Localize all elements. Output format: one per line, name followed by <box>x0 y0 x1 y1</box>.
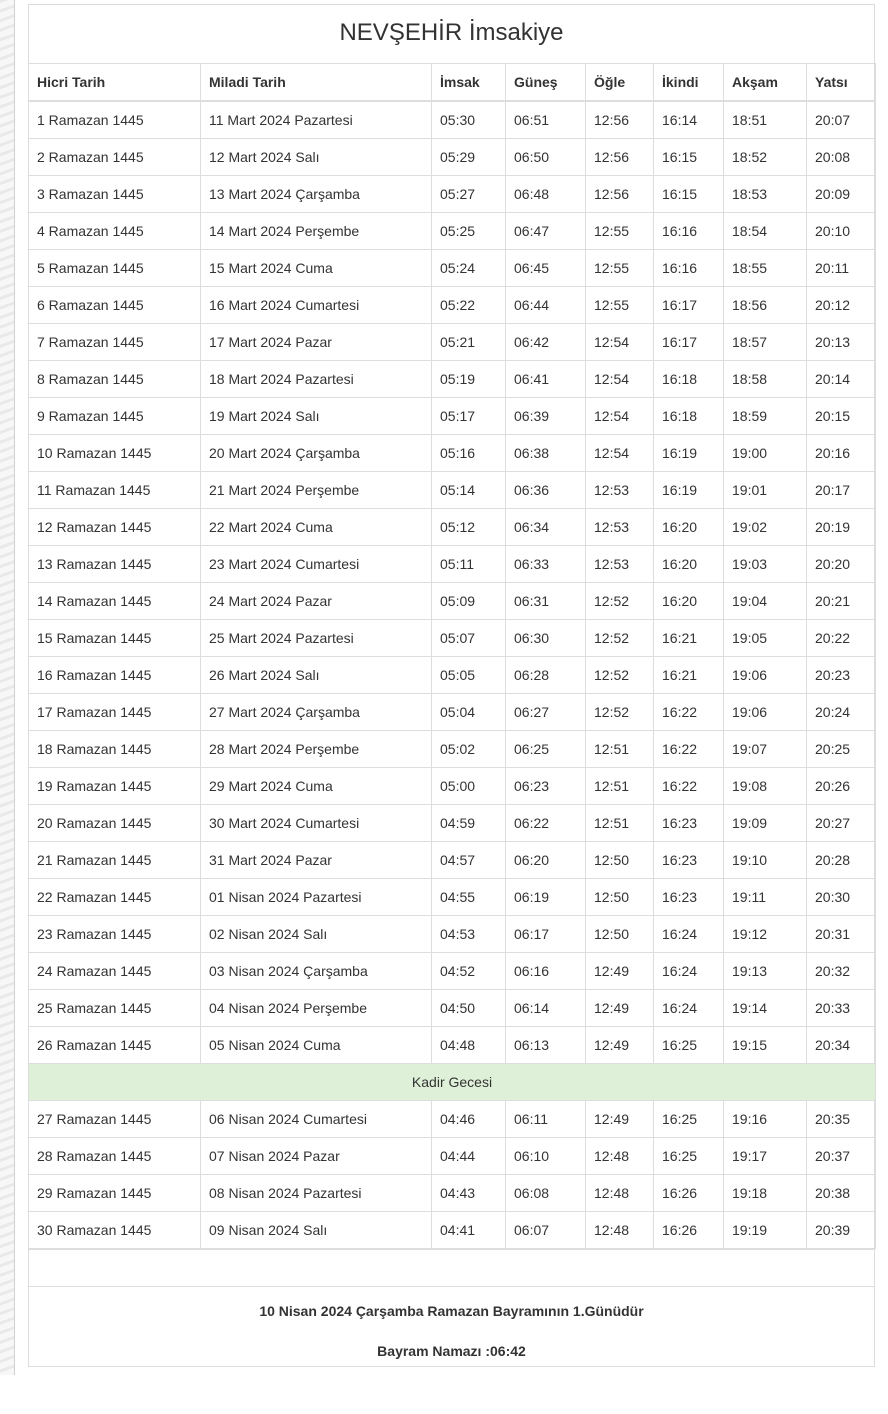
ogle-time: 12:56 <box>586 101 654 139</box>
ikindi-time: 16:23 <box>654 805 724 842</box>
col-header-yatsi: Yatsı <box>807 64 876 102</box>
ogle-time: 12:53 <box>586 546 654 583</box>
imsak-time: 05:05 <box>432 657 506 694</box>
ogle-time: 12:50 <box>586 879 654 916</box>
table-row <box>29 101 876 139</box>
imsak-time: 05:11 <box>432 546 506 583</box>
ikindi-time: 16:26 <box>654 1212 724 1249</box>
ikindi-time: 16:23 <box>654 842 724 879</box>
aksam-time: 19:04 <box>724 583 807 620</box>
col-header-ikindi: İkindi <box>654 64 724 102</box>
gunes-time: 06:19 <box>506 879 586 916</box>
imsak-time: 05:22 <box>432 287 506 324</box>
table-row <box>29 916 876 953</box>
imsak-time: 05:00 <box>432 768 506 805</box>
hicri-date: 30 Ramazan 1445 <box>29 1212 201 1249</box>
miladi-date: 20 Mart 2024 Çarşamba <box>201 435 432 472</box>
yatsi-time: 20:14 <box>807 361 876 398</box>
kadir-gecesi-row <box>29 1064 876 1101</box>
yatsi-time: 20:07 <box>807 101 876 139</box>
hicri-date: 2 Ramazan 1445 <box>29 139 201 176</box>
hicri-date: 13 Ramazan 1445 <box>29 546 201 583</box>
hicri-date: 29 Ramazan 1445 <box>29 1175 201 1212</box>
table-row <box>29 287 876 324</box>
yatsi-time: 20:19 <box>807 509 876 546</box>
ogle-time: 12:51 <box>586 768 654 805</box>
imsak-time: 05:02 <box>432 731 506 768</box>
hicri-date: 22 Ramazan 1445 <box>29 879 201 916</box>
yatsi-time: 20:13 <box>807 324 876 361</box>
ogle-time: 12:55 <box>586 287 654 324</box>
table-row <box>29 694 876 731</box>
ogle-time: 12:56 <box>586 139 654 176</box>
ikindi-time: 16:19 <box>654 435 724 472</box>
table-row <box>29 176 876 213</box>
aksam-time: 19:01 <box>724 472 807 509</box>
hicri-date: 27 Ramazan 1445 <box>29 1101 201 1138</box>
ikindi-time: 16:20 <box>654 509 724 546</box>
gunes-time: 06:23 <box>506 768 586 805</box>
ogle-time: 12:53 <box>586 472 654 509</box>
ikindi-time: 16:22 <box>654 694 724 731</box>
gunes-time: 06:22 <box>506 805 586 842</box>
miladi-date: 22 Mart 2024 Cuma <box>201 509 432 546</box>
ikindi-time: 16:19 <box>654 472 724 509</box>
aksam-time: 18:58 <box>724 361 807 398</box>
miladi-date: 09 Nisan 2024 Salı <box>201 1212 432 1249</box>
ogle-time: 12:54 <box>586 361 654 398</box>
ikindi-time: 16:25 <box>654 1138 724 1175</box>
miladi-date: 13 Mart 2024 Çarşamba <box>201 176 432 213</box>
imsak-time: 05:29 <box>432 139 506 176</box>
aksam-time: 19:02 <box>724 509 807 546</box>
imsak-time: 04:52 <box>432 953 506 990</box>
yatsi-time: 20:24 <box>807 694 876 731</box>
miladi-date: 28 Mart 2024 Perşembe <box>201 731 432 768</box>
gunes-time: 06:48 <box>506 176 586 213</box>
yatsi-time: 20:28 <box>807 842 876 879</box>
gunes-time: 06:25 <box>506 731 586 768</box>
hicri-date: 20 Ramazan 1445 <box>29 805 201 842</box>
aksam-time: 18:51 <box>724 101 807 139</box>
kadir-gecesi-label: Kadir Gecesi <box>29 1064 876 1101</box>
miladi-date: 06 Nisan 2024 Cumartesi <box>201 1101 432 1138</box>
hicri-date: 6 Ramazan 1445 <box>29 287 201 324</box>
aksam-time: 19:19 <box>724 1212 807 1249</box>
aksam-time: 19:06 <box>724 657 807 694</box>
miladi-date: 04 Nisan 2024 Perşembe <box>201 990 432 1027</box>
table-row <box>29 1175 876 1212</box>
yatsi-time: 20:32 <box>807 953 876 990</box>
yatsi-time: 20:21 <box>807 583 876 620</box>
hicri-date: 7 Ramazan 1445 <box>29 324 201 361</box>
hicri-date: 3 Ramazan 1445 <box>29 176 201 213</box>
table-row <box>29 583 876 620</box>
ikindi-time: 16:16 <box>654 213 724 250</box>
ikindi-time: 16:14 <box>654 101 724 139</box>
hicri-date: 14 Ramazan 1445 <box>29 583 201 620</box>
miladi-date: 26 Mart 2024 Salı <box>201 657 432 694</box>
aksam-time: 18:55 <box>724 250 807 287</box>
table-row <box>29 435 876 472</box>
imsak-time: 04:53 <box>432 916 506 953</box>
table-row <box>29 472 876 509</box>
gunes-time: 06:13 <box>506 1027 586 1064</box>
aksam-time: 19:08 <box>724 768 807 805</box>
yatsi-time: 20:23 <box>807 657 876 694</box>
table-row <box>29 805 876 842</box>
table-body-before <box>29 101 876 1064</box>
hicri-date: 11 Ramazan 1445 <box>29 472 201 509</box>
hicri-date: 25 Ramazan 1445 <box>29 990 201 1027</box>
miladi-date: 03 Nisan 2024 Çarşamba <box>201 953 432 990</box>
imsak-time: 05:30 <box>432 101 506 139</box>
ogle-time: 12:53 <box>586 509 654 546</box>
ogle-time: 12:48 <box>586 1138 654 1175</box>
col-header-aksam: Akşam <box>724 64 807 102</box>
yatsi-time: 20:33 <box>807 990 876 1027</box>
aksam-time: 18:52 <box>724 139 807 176</box>
ogle-time: 12:50 <box>586 842 654 879</box>
miladi-date: 01 Nisan 2024 Pazartesi <box>201 879 432 916</box>
ogle-time: 12:51 <box>586 805 654 842</box>
imsak-time: 04:50 <box>432 990 506 1027</box>
ogle-time: 12:52 <box>586 583 654 620</box>
miladi-date: 02 Nisan 2024 Salı <box>201 916 432 953</box>
hicri-date: 8 Ramazan 1445 <box>29 361 201 398</box>
ogle-time: 12:52 <box>586 657 654 694</box>
gunes-time: 06:33 <box>506 546 586 583</box>
table-row <box>29 731 876 768</box>
ikindi-time: 16:16 <box>654 250 724 287</box>
gunes-time: 06:16 <box>506 953 586 990</box>
gunes-time: 06:42 <box>506 324 586 361</box>
aksam-time: 19:16 <box>724 1101 807 1138</box>
aksam-time: 19:09 <box>724 805 807 842</box>
table-row <box>29 1101 876 1138</box>
gunes-time: 06:14 <box>506 990 586 1027</box>
imsak-time: 05:21 <box>432 324 506 361</box>
ogle-time: 12:49 <box>586 1101 654 1138</box>
miladi-date: 31 Mart 2024 Pazar <box>201 842 432 879</box>
imsak-time: 05:25 <box>432 213 506 250</box>
miladi-date: 08 Nisan 2024 Pazartesi <box>201 1175 432 1212</box>
hicri-date: 19 Ramazan 1445 <box>29 768 201 805</box>
table-body-special <box>29 1064 876 1101</box>
aksam-time: 19:12 <box>724 916 807 953</box>
yatsi-time: 20:34 <box>807 1027 876 1064</box>
hicri-date: 9 Ramazan 1445 <box>29 398 201 435</box>
gunes-time: 06:20 <box>506 842 586 879</box>
hicri-date: 17 Ramazan 1445 <box>29 694 201 731</box>
yatsi-time: 20:27 <box>807 805 876 842</box>
table-row <box>29 398 876 435</box>
imsak-time: 05:14 <box>432 472 506 509</box>
imsak-time: 04:41 <box>432 1212 506 1249</box>
gunes-time: 06:39 <box>506 398 586 435</box>
aksam-time: 19:13 <box>724 953 807 990</box>
gunes-time: 06:45 <box>506 250 586 287</box>
ogle-time: 12:48 <box>586 1212 654 1249</box>
hicri-date: 4 Ramazan 1445 <box>29 213 201 250</box>
ikindi-time: 16:15 <box>654 139 724 176</box>
ogle-time: 12:54 <box>586 435 654 472</box>
yatsi-time: 20:15 <box>807 398 876 435</box>
ikindi-time: 16:22 <box>654 731 724 768</box>
imsak-time: 04:55 <box>432 879 506 916</box>
miladi-date: 11 Mart 2024 Pazartesi <box>201 101 432 139</box>
miladi-date: 05 Nisan 2024 Cuma <box>201 1027 432 1064</box>
aksam-time: 19:07 <box>724 731 807 768</box>
hicri-date: 15 Ramazan 1445 <box>29 620 201 657</box>
yatsi-time: 20:25 <box>807 731 876 768</box>
table-row <box>29 250 876 287</box>
table-row <box>29 546 876 583</box>
yatsi-time: 20:12 <box>807 287 876 324</box>
gunes-time: 06:34 <box>506 509 586 546</box>
aksam-time: 19:17 <box>724 1138 807 1175</box>
table-row <box>29 953 876 990</box>
ogle-time: 12:55 <box>586 213 654 250</box>
col-header-imsak: İmsak <box>432 64 506 102</box>
table-row <box>29 1212 876 1249</box>
gunes-time: 06:50 <box>506 139 586 176</box>
aksam-time: 18:57 <box>724 324 807 361</box>
ogle-time: 12:52 <box>586 620 654 657</box>
ikindi-time: 16:26 <box>654 1175 724 1212</box>
miladi-date: 14 Mart 2024 Perşembe <box>201 213 432 250</box>
gunes-time: 06:51 <box>506 101 586 139</box>
gunes-time: 06:11 <box>506 1101 586 1138</box>
imsak-time: 05:27 <box>432 176 506 213</box>
table-header-row <box>29 64 876 102</box>
ikindi-time: 16:20 <box>654 546 724 583</box>
ogle-time: 12:55 <box>586 250 654 287</box>
yatsi-time: 20:37 <box>807 1138 876 1175</box>
table-body-after <box>29 1101 876 1249</box>
ikindi-time: 16:15 <box>654 176 724 213</box>
imsakiye-table <box>28 63 876 1249</box>
aksam-time: 19:10 <box>724 842 807 879</box>
gunes-time: 06:08 <box>506 1175 586 1212</box>
hicri-date: 26 Ramazan 1445 <box>29 1027 201 1064</box>
imsak-time: 05:19 <box>432 361 506 398</box>
table-row <box>29 657 876 694</box>
col-header-hicri: Hicri Tarih <box>29 64 201 102</box>
table-row <box>29 1027 876 1064</box>
page-title: NEVŞEHİR İmsakiye <box>339 19 564 46</box>
ikindi-time: 16:21 <box>654 657 724 694</box>
yatsi-time: 20:31 <box>807 916 876 953</box>
page-side-decoration <box>0 0 15 1375</box>
hicri-date: 12 Ramazan 1445 <box>29 509 201 546</box>
aksam-time: 18:59 <box>724 398 807 435</box>
table-row <box>29 620 876 657</box>
yatsi-time: 20:35 <box>807 1101 876 1138</box>
ikindi-time: 16:17 <box>654 324 724 361</box>
miladi-date: 27 Mart 2024 Çarşamba <box>201 694 432 731</box>
ikindi-time: 16:24 <box>654 953 724 990</box>
ikindi-time: 16:24 <box>654 916 724 953</box>
miladi-date: 18 Mart 2024 Pazartesi <box>201 361 432 398</box>
ogle-time: 12:56 <box>586 176 654 213</box>
table-row <box>29 768 876 805</box>
ikindi-time: 16:18 <box>654 398 724 435</box>
miladi-date: 19 Mart 2024 Salı <box>201 398 432 435</box>
imsakiye-card <box>28 4 875 1367</box>
ogle-time: 12:49 <box>586 990 654 1027</box>
miladi-date: 15 Mart 2024 Cuma <box>201 250 432 287</box>
table-row <box>29 361 876 398</box>
ogle-time: 12:50 <box>586 916 654 953</box>
hicri-date: 18 Ramazan 1445 <box>29 731 201 768</box>
gunes-time: 06:10 <box>506 1138 586 1175</box>
miladi-date: 30 Mart 2024 Cumartesi <box>201 805 432 842</box>
table-row <box>29 509 876 546</box>
ikindi-time: 16:23 <box>654 879 724 916</box>
imsak-time: 05:09 <box>432 583 506 620</box>
col-header-ogle: Öğle <box>586 64 654 102</box>
yatsi-time: 20:20 <box>807 546 876 583</box>
imsak-time: 05:07 <box>432 620 506 657</box>
ikindi-time: 16:21 <box>654 620 724 657</box>
gunes-time: 06:31 <box>506 583 586 620</box>
imsak-time: 04:44 <box>432 1138 506 1175</box>
ogle-time: 12:52 <box>586 694 654 731</box>
imsak-time: 04:43 <box>432 1175 506 1212</box>
imsak-time: 05:17 <box>432 398 506 435</box>
gunes-time: 06:07 <box>506 1212 586 1249</box>
ogle-time: 12:54 <box>586 324 654 361</box>
miladi-date: 23 Mart 2024 Cumartesi <box>201 546 432 583</box>
yatsi-time: 20:08 <box>807 139 876 176</box>
aksam-time: 19:05 <box>724 620 807 657</box>
aksam-time: 19:11 <box>724 879 807 916</box>
gunes-time: 06:27 <box>506 694 586 731</box>
gunes-time: 06:44 <box>506 287 586 324</box>
miladi-date: 17 Mart 2024 Pazar <box>201 324 432 361</box>
yatsi-time: 20:38 <box>807 1175 876 1212</box>
aksam-time: 18:53 <box>724 176 807 213</box>
table-row <box>29 213 876 250</box>
table-row <box>29 324 876 361</box>
yatsi-time: 20:22 <box>807 620 876 657</box>
imsak-time: 05:24 <box>432 250 506 287</box>
ikindi-time: 16:25 <box>654 1101 724 1138</box>
gunes-time: 06:36 <box>506 472 586 509</box>
aksam-time: 18:54 <box>724 213 807 250</box>
yatsi-time: 20:26 <box>807 768 876 805</box>
col-header-gunes: Güneş <box>506 64 586 102</box>
table-row <box>29 879 876 916</box>
aksam-time: 19:00 <box>724 435 807 472</box>
yatsi-time: 20:39 <box>807 1212 876 1249</box>
ogle-time: 12:54 <box>586 398 654 435</box>
bayram-namazi: Bayram Namazı :06:42 <box>377 1343 526 1359</box>
gunes-time: 06:47 <box>506 213 586 250</box>
table-row <box>29 990 876 1027</box>
ikindi-time: 16:22 <box>654 768 724 805</box>
gunes-time: 06:17 <box>506 916 586 953</box>
yatsi-time: 20:11 <box>807 250 876 287</box>
gunes-time: 06:28 <box>506 657 586 694</box>
ikindi-time: 16:18 <box>654 361 724 398</box>
miladi-date: 21 Mart 2024 Perşembe <box>201 472 432 509</box>
hicri-date: 21 Ramazan 1445 <box>29 842 201 879</box>
miladi-date: 16 Mart 2024 Cumartesi <box>201 287 432 324</box>
gunes-time: 06:38 <box>506 435 586 472</box>
ikindi-time: 16:17 <box>654 287 724 324</box>
yatsi-time: 20:17 <box>807 472 876 509</box>
imsak-time: 05:12 <box>432 509 506 546</box>
miladi-date: 24 Mart 2024 Pazar <box>201 583 432 620</box>
col-header-miladi: Miladi Tarih <box>201 64 432 102</box>
imsak-time: 05:04 <box>432 694 506 731</box>
yatsi-time: 20:30 <box>807 879 876 916</box>
ogle-time: 12:48 <box>586 1175 654 1212</box>
hicri-date: 23 Ramazan 1445 <box>29 916 201 953</box>
ogle-time: 12:51 <box>586 731 654 768</box>
yatsi-time: 20:16 <box>807 435 876 472</box>
table-spacer <box>29 1249 874 1287</box>
hicri-date: 28 Ramazan 1445 <box>29 1138 201 1175</box>
hicri-date: 16 Ramazan 1445 <box>29 657 201 694</box>
yatsi-time: 20:09 <box>807 176 876 213</box>
ikindi-time: 16:20 <box>654 583 724 620</box>
imsak-time: 04:48 <box>432 1027 506 1064</box>
imsak-time: 04:57 <box>432 842 506 879</box>
aksam-time: 19:18 <box>724 1175 807 1212</box>
aksam-time: 18:56 <box>724 287 807 324</box>
aksam-time: 19:15 <box>724 1027 807 1064</box>
imsak-time: 05:16 <box>432 435 506 472</box>
gunes-time: 06:41 <box>506 361 586 398</box>
hicri-date: 24 Ramazan 1445 <box>29 953 201 990</box>
miladi-date: 25 Mart 2024 Pazartesi <box>201 620 432 657</box>
aksam-time: 19:06 <box>724 694 807 731</box>
hicri-date: 5 Ramazan 1445 <box>29 250 201 287</box>
aksam-time: 19:14 <box>724 990 807 1027</box>
ogle-time: 12:49 <box>586 1027 654 1064</box>
imsak-time: 04:46 <box>432 1101 506 1138</box>
miladi-date: 07 Nisan 2024 Pazar <box>201 1138 432 1175</box>
bayram-note: 10 Nisan 2024 Çarşamba Ramazan Bayramının 1.Günüdür <box>259 1303 644 1319</box>
hicri-date: 1 Ramazan 1445 <box>29 101 201 139</box>
miladi-date: 29 Mart 2024 Cuma <box>201 768 432 805</box>
table-row <box>29 842 876 879</box>
ikindi-time: 16:24 <box>654 990 724 1027</box>
miladi-date: 12 Mart 2024 Salı <box>201 139 432 176</box>
gunes-time: 06:30 <box>506 620 586 657</box>
table-row <box>29 139 876 176</box>
table-row <box>29 1138 876 1175</box>
imsak-time: 04:59 <box>432 805 506 842</box>
ikindi-time: 16:25 <box>654 1027 724 1064</box>
hicri-date: 10 Ramazan 1445 <box>29 435 201 472</box>
yatsi-time: 20:10 <box>807 213 876 250</box>
aksam-time: 19:03 <box>724 546 807 583</box>
ogle-time: 12:49 <box>586 953 654 990</box>
